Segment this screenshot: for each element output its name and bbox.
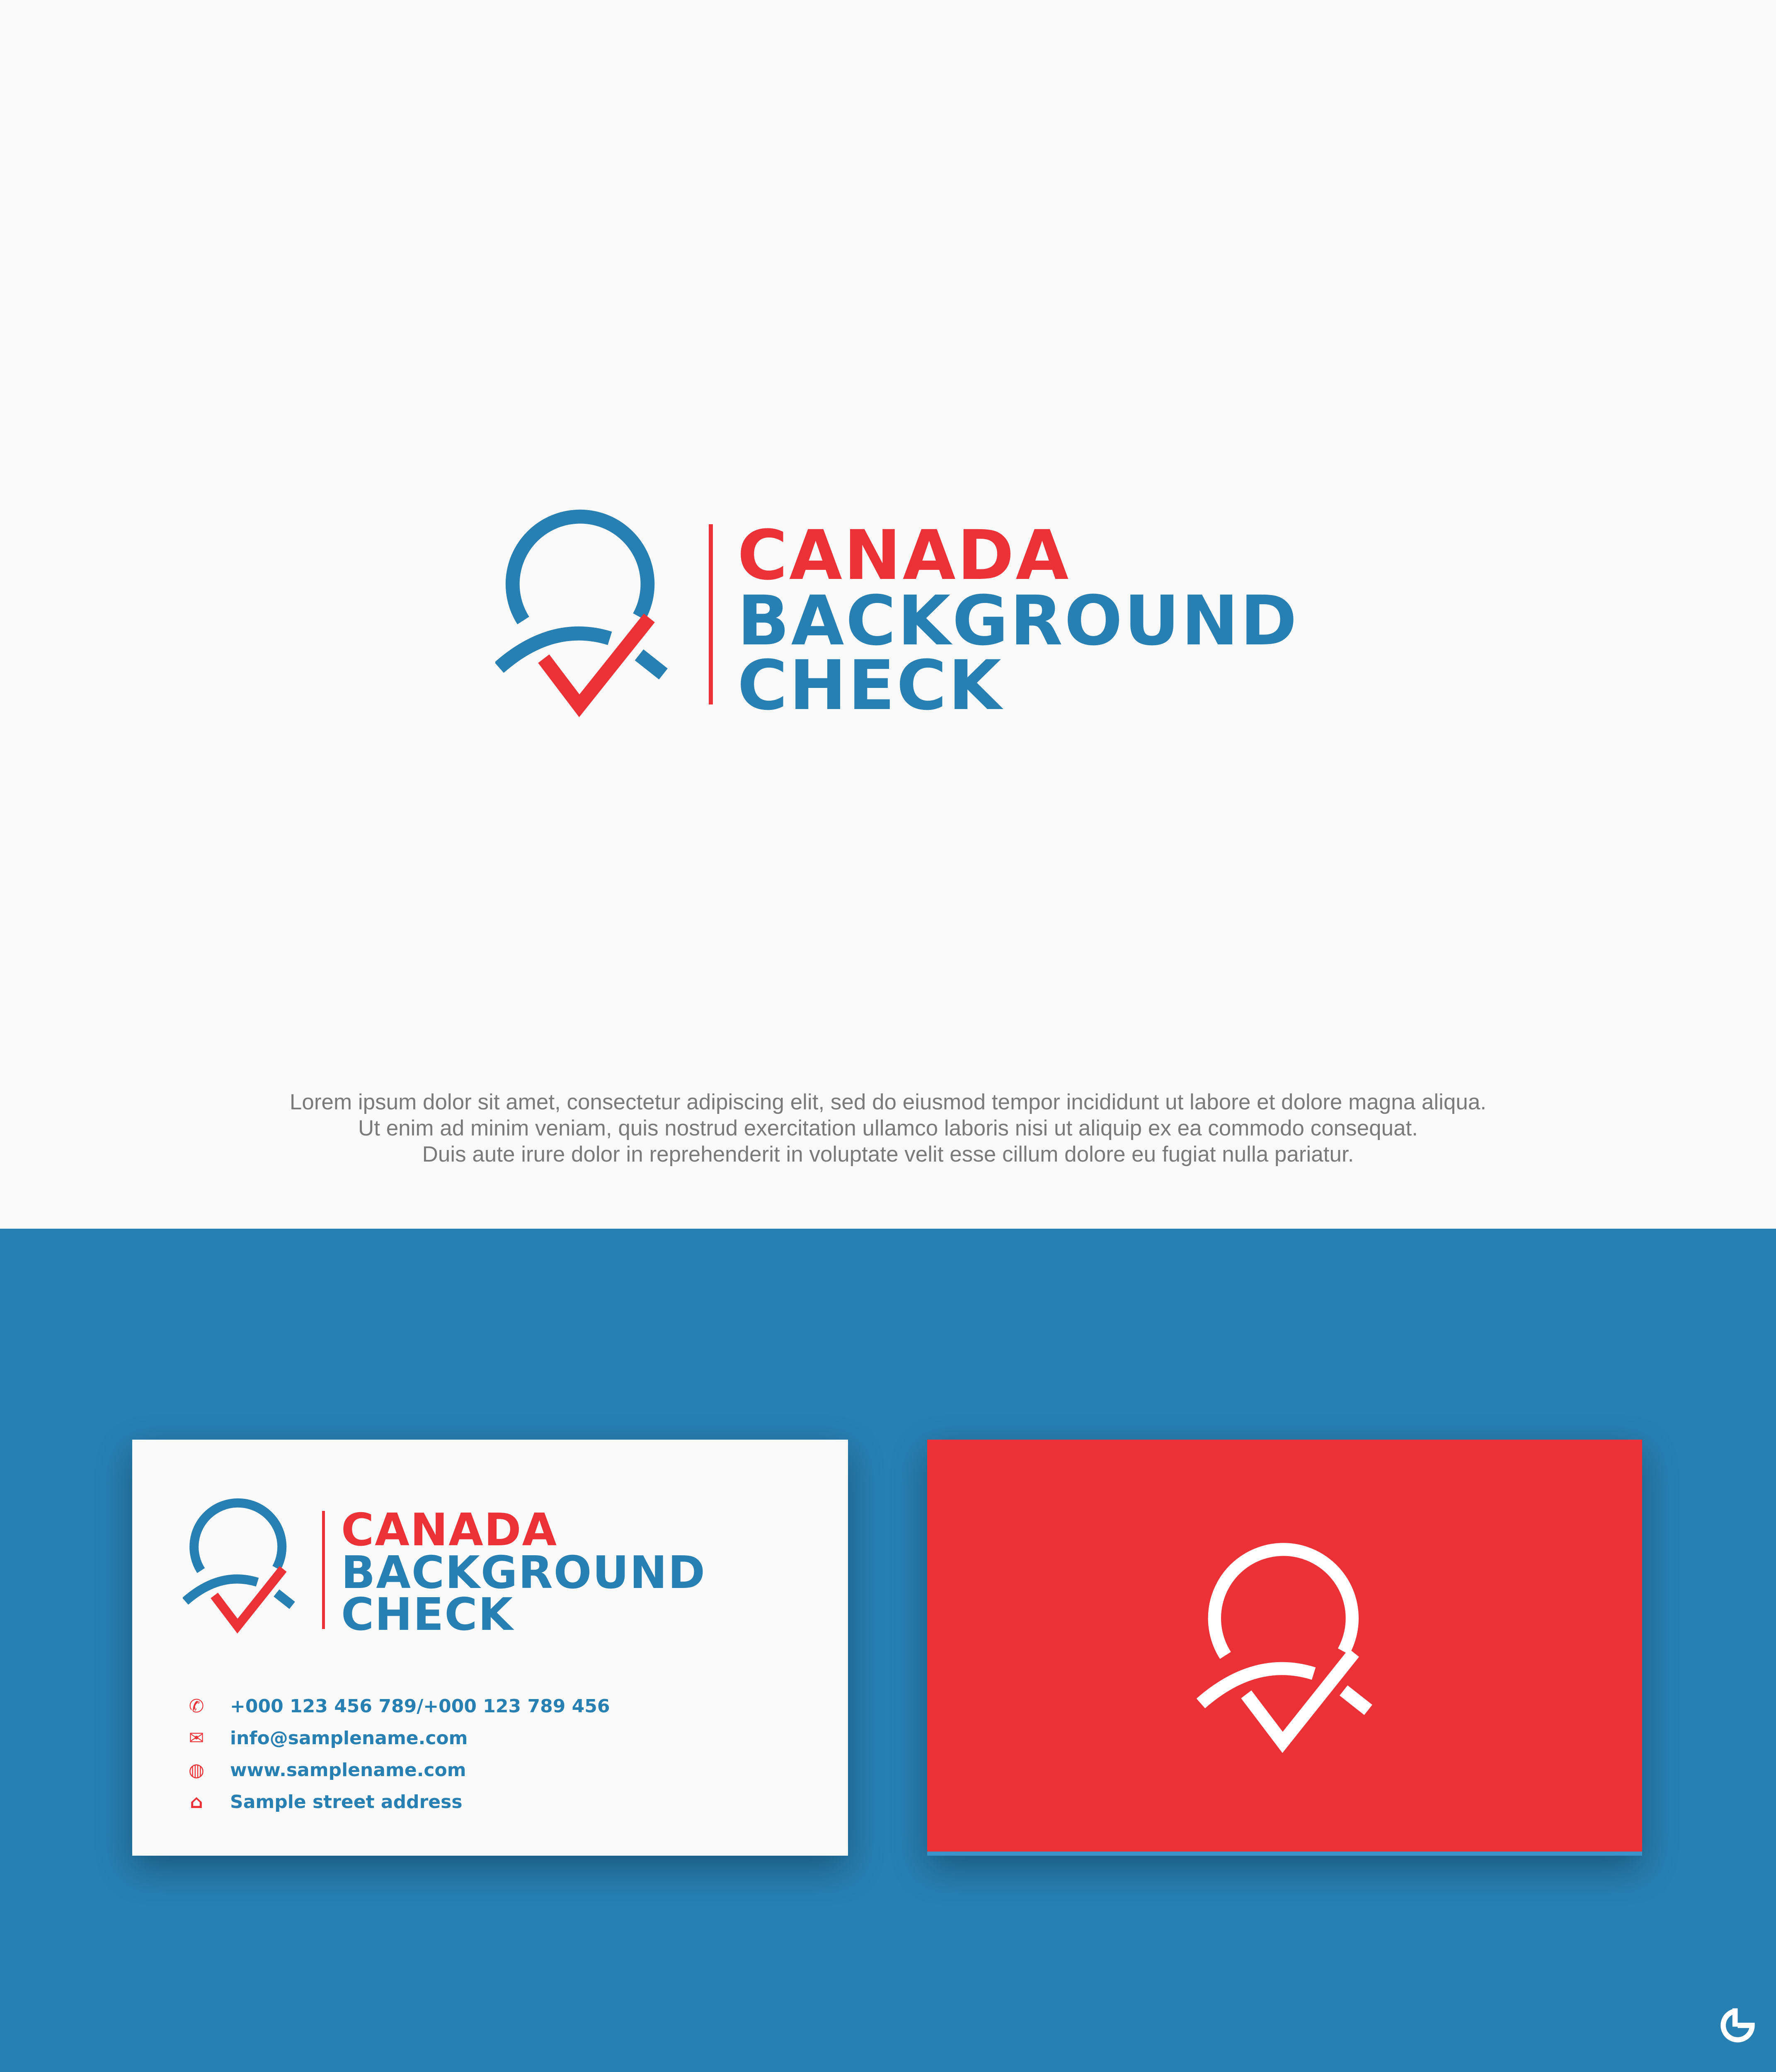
contact-list (186, 1690, 610, 1818)
contact-phone (186, 1690, 610, 1722)
business-card-front (132, 1440, 848, 1856)
logo-mark-icon (495, 508, 674, 720)
description (0, 1089, 1776, 1167)
business-card-back (927, 1440, 1642, 1856)
mail-icon: ✉ (189, 1728, 204, 1749)
contact-website (186, 1754, 610, 1786)
contact-address (186, 1786, 610, 1818)
contact-text: info@samplename.com (230, 1728, 468, 1749)
main-logo (495, 508, 674, 722)
contact-text: www.samplename.com (230, 1760, 466, 1781)
description-line: Ut enim ad minim veniam, quis nostrud exercitation ullamco laboris nisi ut aliquip ex ea commodo consequat. (358, 1116, 1418, 1140)
home-icon: ⌂ (190, 1791, 203, 1813)
phone-icon: ✆ (189, 1696, 204, 1717)
globe-icon: ◍ (188, 1760, 205, 1781)
logo-mark-icon (183, 1498, 299, 1635)
brand-line-2: BACKGROUND (737, 581, 1299, 661)
logo-mark-white-icon (1197, 1541, 1379, 1757)
brand-line-1: CANADA (341, 1504, 558, 1556)
logo-divider (322, 1511, 325, 1629)
contact-email (186, 1722, 610, 1754)
brand-line-3: CHECK (341, 1589, 514, 1641)
contact-text: Sample street address (230, 1791, 463, 1813)
logo-divider (709, 524, 713, 704)
contact-text: +000 123 456 789/+000 123 789 456 (230, 1696, 610, 1717)
designer-watermark-icon (1718, 2006, 1757, 2045)
brand-line-1: CANADA (737, 516, 1071, 595)
brand-line-2: BACKGROUND (341, 1547, 706, 1599)
description-line: Duis aute irure dolor in reprehenderit in voluptate velit esse cillum dolore eu fugiat nulla pariatur. (422, 1142, 1354, 1167)
brand-line-3: CHECK (737, 646, 1003, 725)
description-line: Lorem ipsum dolor sit amet, consectetur adipiscing elit, sed do eiusmod tempor incididunt ut labore et dolore magna aliqua. (289, 1090, 1487, 1114)
